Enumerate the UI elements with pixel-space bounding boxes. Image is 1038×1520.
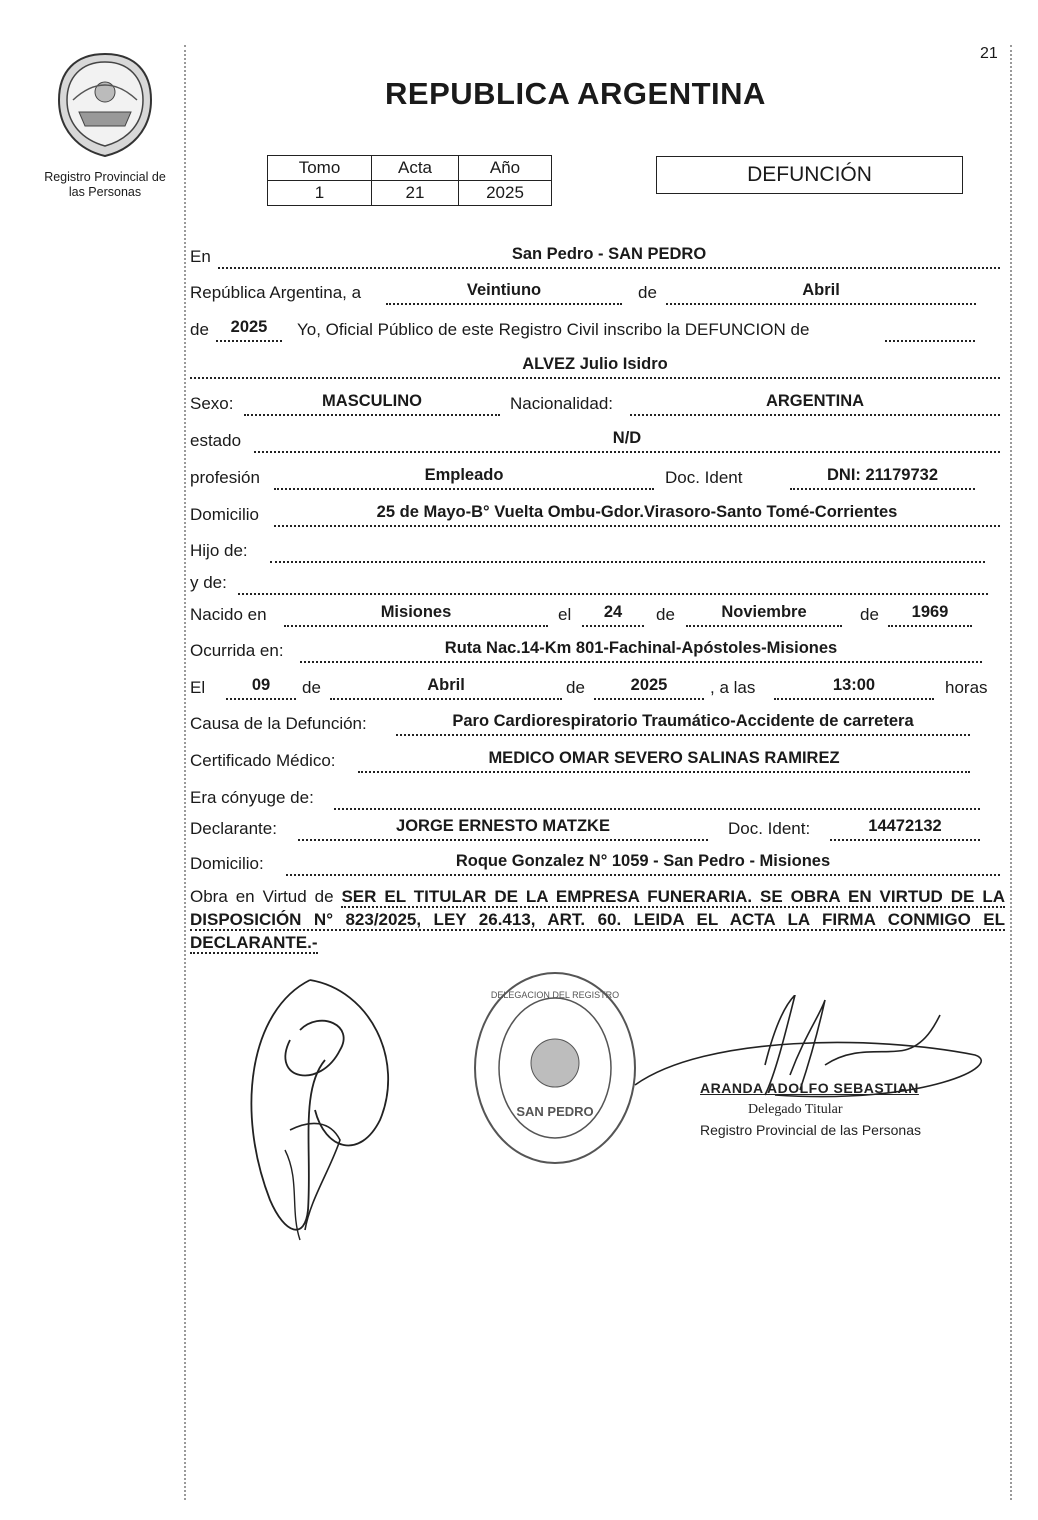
margin-line: [184, 45, 186, 1500]
de2-label: de: [190, 320, 209, 339]
registry-name-line2: las Personas: [68, 185, 142, 199]
official-blank: [885, 318, 975, 342]
declarant-signature-icon: [230, 970, 410, 1250]
el2-label: El: [190, 678, 206, 697]
profesion-field: Empleado: [274, 466, 654, 490]
registry-stamp-icon: [470, 968, 640, 1168]
conyuge-field: [334, 786, 980, 810]
death-year-field: 2025: [594, 676, 704, 700]
record-table: [267, 155, 552, 206]
header-acta: Acta: [372, 156, 459, 181]
death-time-field: 13:00: [774, 676, 934, 700]
death-month-field: Abril: [330, 676, 562, 700]
sexo-field: MASCULINO: [244, 392, 500, 416]
conyuge-label: Era cónyuge de:: [190, 788, 314, 807]
declarante-label: Declarante:: [190, 819, 277, 838]
row-profesion: [190, 464, 1000, 490]
yde-field: [238, 571, 988, 595]
row-estado: [190, 427, 1000, 453]
birth-day-field: 24: [582, 603, 644, 627]
province-seal-icon: [55, 50, 155, 160]
nacionalidad-label: Nacionalidad:: [510, 394, 614, 413]
row-domicilio2: [190, 850, 1000, 876]
registry-name-line1: Registro Provincial de: [44, 170, 166, 184]
obra-label: Obra en Virtud de: [190, 887, 334, 906]
row-name: [190, 353, 1000, 379]
death-day-field: 09: [226, 676, 296, 700]
rep-label: República Argentina, a: [190, 283, 362, 302]
year-field: 2025: [216, 318, 282, 342]
doc2-label: Doc. Ident:: [728, 819, 811, 838]
nacionalidad-field: ARGENTINA: [630, 392, 1000, 416]
row-conyuge: [190, 784, 1000, 810]
causa-label: Causa de la Defunción:: [190, 714, 367, 733]
delegate-office: Registro Provincial de las Personas: [700, 1122, 921, 1138]
en-label: En: [190, 247, 211, 266]
row-sexo: [190, 390, 1000, 416]
row-hijo: [190, 537, 1000, 563]
de-label: de: [638, 283, 657, 302]
estado-field: N/D: [254, 429, 1000, 453]
place-field: San Pedro - SAN PEDRO: [218, 245, 1000, 269]
row-nacido: [190, 601, 1000, 627]
certificado-field: MEDICO OMAR SEVERO SALINAS RAMIREZ: [358, 749, 970, 773]
record-type-box: DEFUNCIÓN: [656, 156, 963, 194]
doc2-field: 14472132: [830, 817, 980, 841]
day-words-field: Veintiuno: [386, 281, 622, 305]
row-ocurrida: [190, 637, 1000, 663]
domicilio-field: 25 de Mayo-B° Vuelta Ombu-Gdor.Virasoro-Santo Tomé-Corrientes: [274, 503, 1000, 527]
delegate-block: [700, 1078, 921, 1141]
el-label: el: [558, 605, 572, 624]
value-anio: 2025: [459, 181, 552, 206]
birth-month-field: Noviembre: [686, 603, 842, 627]
row-declarante: [190, 815, 1000, 841]
obra-text: SER EL TITULAR DE LA EMPRESA FUNERARIA. SE OBRA EN VIRTUD DE LA DISPOSICIÓN N° 823/2025, LEY 26.413, ART. 60. LEIDA EL ACTA LA FIRMA CONMIGO EL DECLARANTE.-: [190, 887, 1005, 952]
doc-ident-field: DNI: 21179732: [790, 466, 975, 490]
sexo-label: Sexo:: [190, 394, 234, 413]
page-number: 21: [980, 45, 998, 62]
value-tomo: 1: [268, 181, 372, 206]
svg-text:DELEGACION DEL REGISTRO: DELEGACION DEL REGISTRO: [490, 990, 620, 1000]
row-date: [190, 279, 1000, 305]
row-death-date: [190, 674, 1000, 700]
delegate-name: ARANDA ADOLFO SEBASTIAN: [700, 1080, 919, 1096]
hijo-label: Hijo de:: [190, 541, 248, 560]
month-field: Abril: [666, 281, 976, 305]
certificado-label: Certificado Médico:: [190, 751, 336, 770]
declarante-field: JORGE ERNESTO MATZKE: [298, 817, 708, 841]
causa-field: Paro Cardiorespiratorio Traumático-Accidente de carretera: [396, 712, 970, 736]
obra-paragraph: [190, 885, 1005, 954]
de4-label: de: [860, 605, 879, 624]
yde-label: y de:: [190, 573, 227, 592]
row-certificado: [190, 747, 1000, 773]
domicilio2-label: Domicilio:: [190, 854, 264, 873]
value-acta: 21: [372, 181, 459, 206]
header-anio: Año: [459, 156, 552, 181]
deceased-name-field: ALVEZ Julio Isidro: [190, 355, 1000, 379]
ocurrida-field: Ruta Nac.14-Km 801-Fachinal-Apóstoles-Misiones: [300, 639, 982, 663]
birth-year-field: 1969: [888, 603, 972, 627]
domicilio-label: Domicilio: [190, 505, 259, 524]
svg-text:SAN PEDRO: SAN PEDRO: [516, 1104, 594, 1119]
row-causa: [190, 710, 1000, 736]
nacido-field: Misiones: [284, 603, 548, 627]
right-margin-line: [1010, 45, 1012, 1500]
de3-label: de: [656, 605, 675, 624]
delegate-role: Delegado Titular: [748, 1102, 843, 1117]
row-official: [190, 316, 1000, 342]
page-title: REPUBLICA ARGENTINA: [385, 76, 766, 111]
registry-name: [30, 170, 180, 200]
alas-label: , a las: [710, 678, 756, 697]
row-yde: [190, 569, 1000, 595]
hijo-field: [270, 539, 985, 563]
header-tomo: Tomo: [268, 156, 372, 181]
estado-label: estado: [190, 431, 242, 450]
row-domicilio: [190, 501, 1000, 527]
row-en: [190, 243, 1000, 269]
nacido-label: Nacido en: [190, 605, 267, 624]
de6-label: de: [566, 678, 585, 697]
profesion-label: profesión: [190, 468, 260, 487]
ocurrida-label: Ocurrida en:: [190, 641, 284, 660]
domicilio2-field: Roque Gonzalez N° 1059 - San Pedro - Misiones: [286, 852, 1000, 876]
de5-label: de: [302, 678, 321, 697]
doc-ident-label: Doc. Ident: [665, 468, 743, 487]
official-text: Yo, Oficial Público de este Registro Civil inscribo la DEFUNCION de: [297, 320, 810, 339]
horas-label: horas: [945, 678, 988, 697]
